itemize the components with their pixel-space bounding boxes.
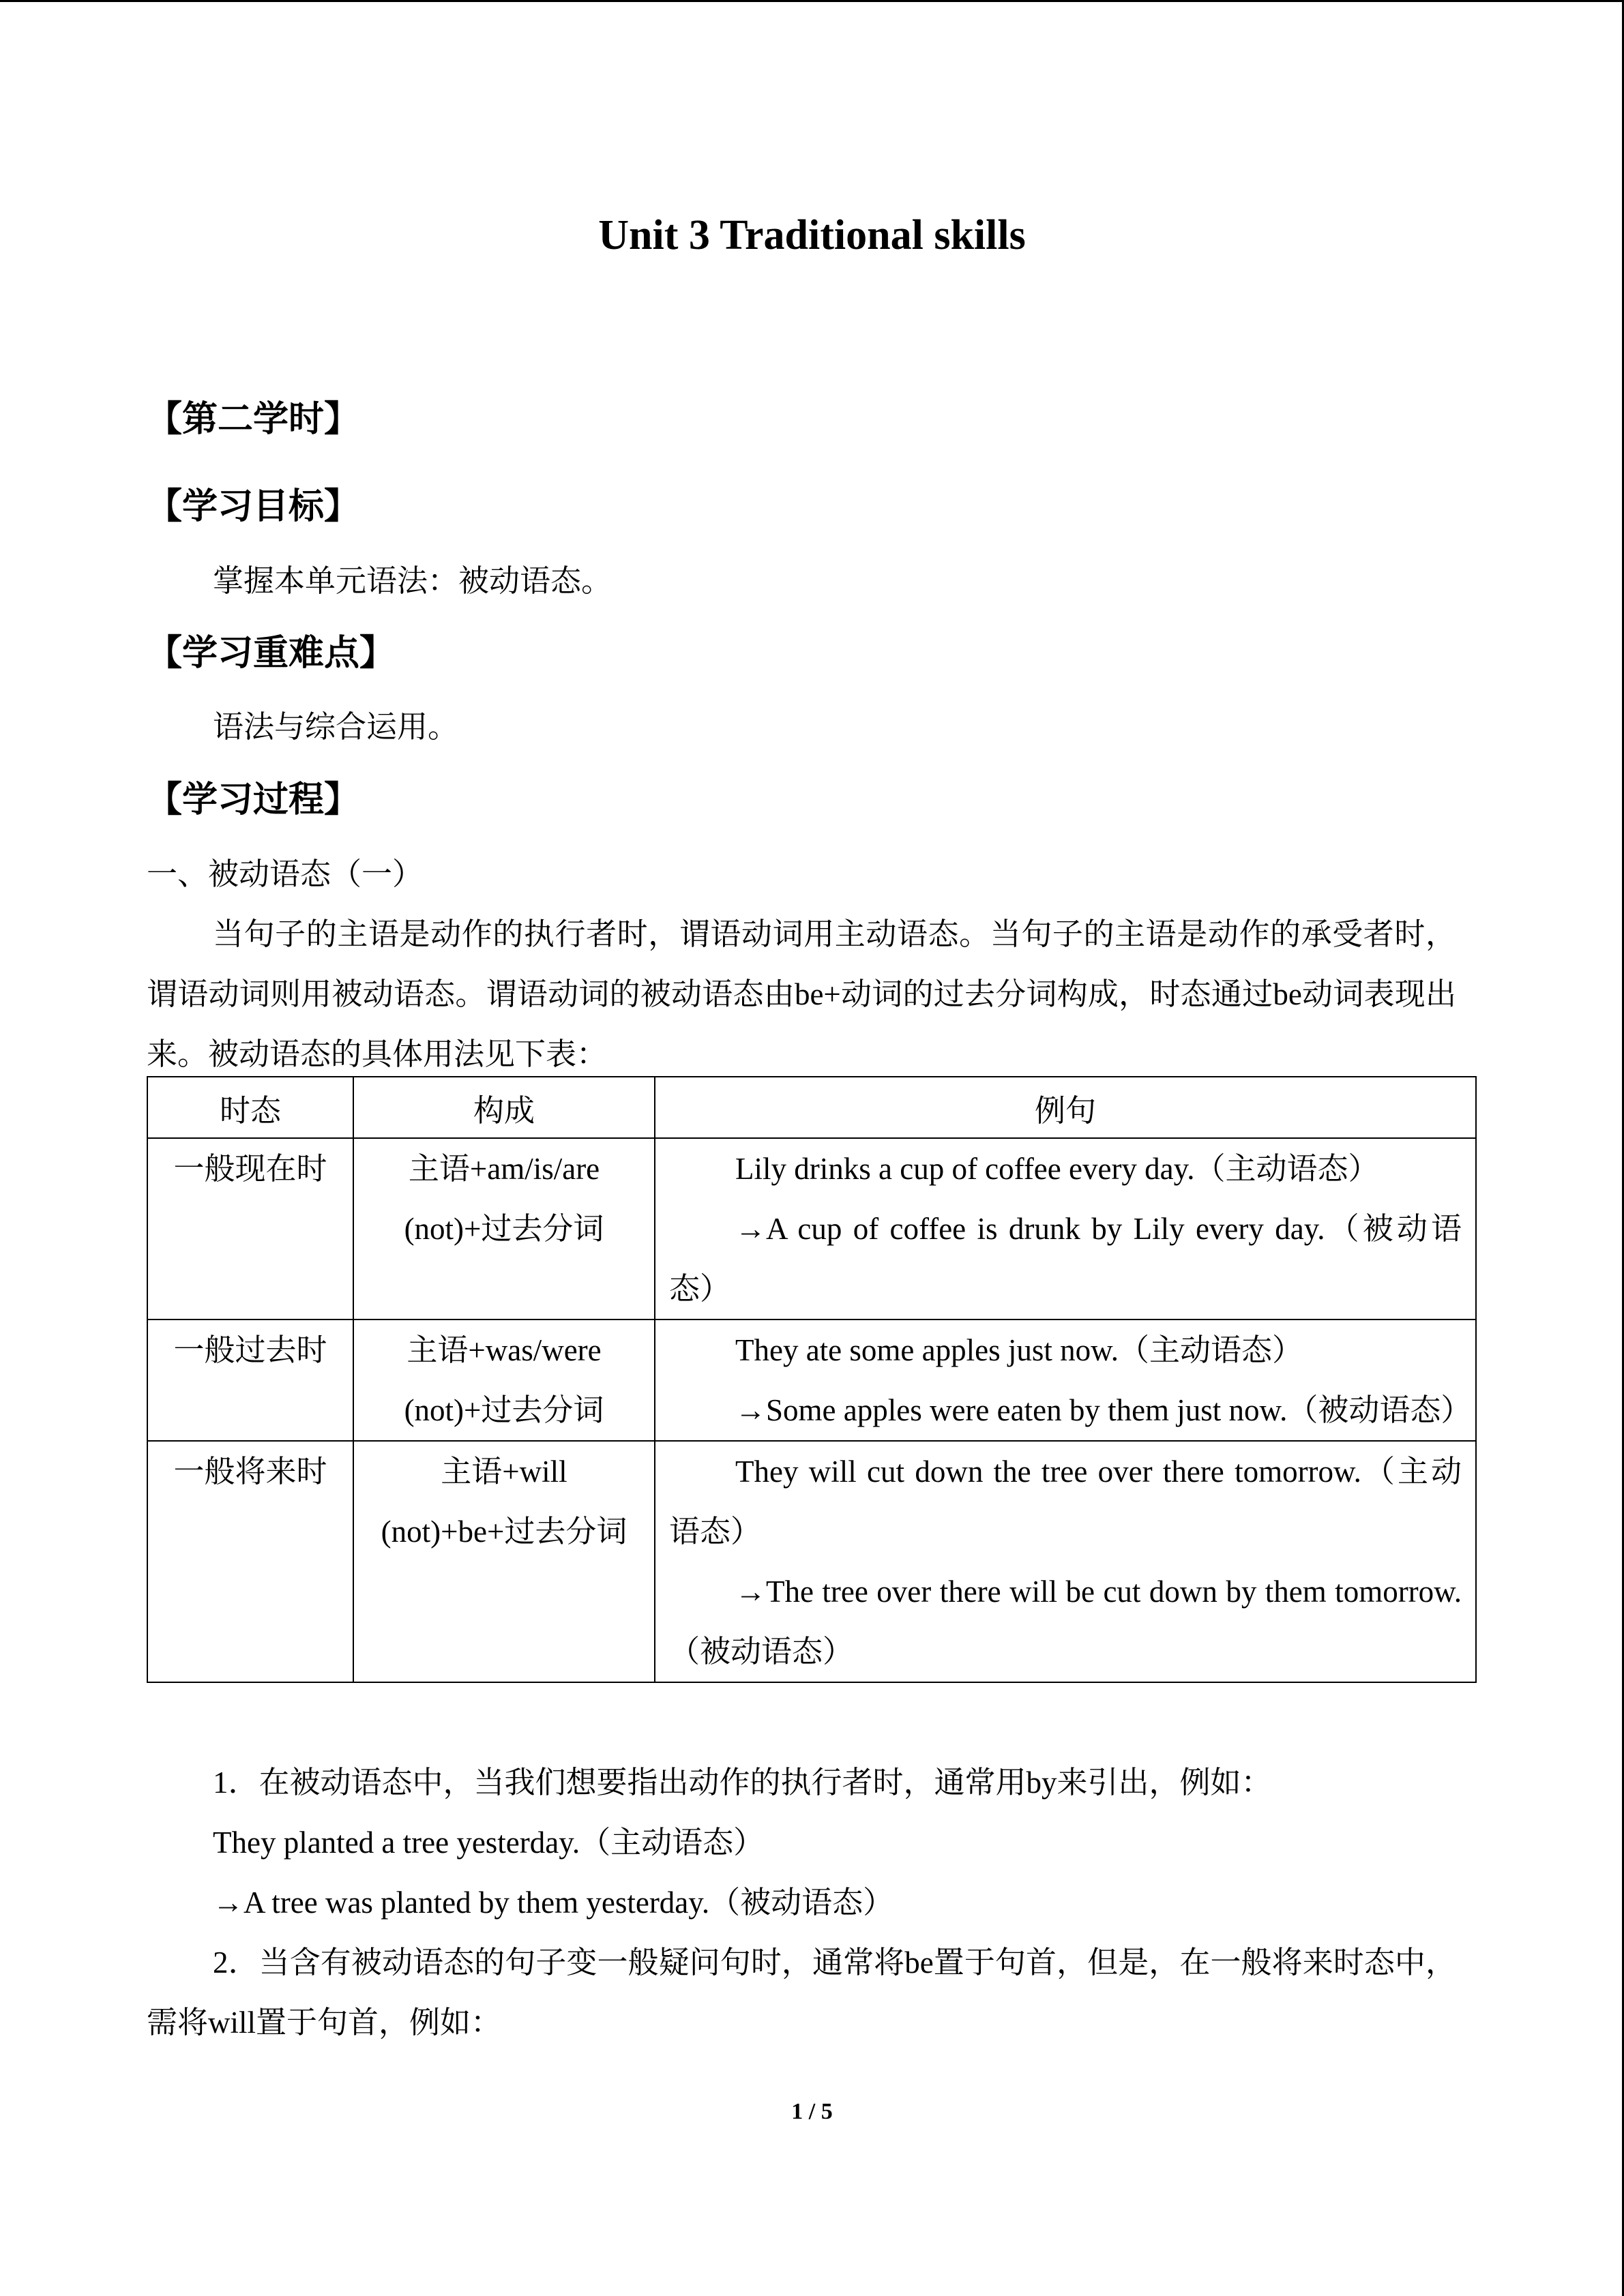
page-number: 1 / 5 xyxy=(791,2099,833,2124)
tense-cell xyxy=(147,1320,353,1441)
example-active: They ate some apples just now.（主动语态） xyxy=(735,1333,1303,1367)
intro-paragraph: 当句子的主语是动作的执行者时，谓语动词用主动语态。当句子的主语是动作的承受者时，谓语动词则用被动语态。谓语动词的被动语态由be+动词的过去分词构成，时态通过be动词表现出来。被动语态的具体用法见下表： xyxy=(147,917,1456,1071)
heading-process: 【学习过程】 xyxy=(147,779,360,820)
tense-cell xyxy=(147,1441,353,1682)
heading-lesson: 【第二学时】 xyxy=(147,399,360,440)
key-points-text: 语法与综合运用。 xyxy=(213,710,459,744)
document-title: Unit 3 Traditional skills xyxy=(598,212,1026,258)
form-line: 主语+will xyxy=(441,1455,567,1489)
table-header-row xyxy=(147,1077,1476,1138)
form-cell xyxy=(353,1320,655,1441)
table-row xyxy=(147,1138,1476,1320)
heading-key-points: 【学习重难点】 xyxy=(147,633,396,674)
note-two: 2．当含有被动语态的句子变一般疑问句时，通常将be置于句首，但是，在一般将来时态中，需将will置于句首，例如： xyxy=(147,1945,1456,2040)
example-passive: →Some apples were eaten by them just now.（被动语态） xyxy=(735,1393,1472,1427)
form-line: 主语+am/is/are xyxy=(408,1152,600,1186)
form-cell xyxy=(353,1138,655,1320)
section-one-title: 一、被动语态（一） xyxy=(147,857,424,891)
table-header-form: 构成 xyxy=(353,1077,655,1138)
example-cell xyxy=(655,1320,1476,1441)
objectives-text: 掌握本单元语法：被动语态。 xyxy=(213,564,612,598)
table-header-example: 例句 xyxy=(655,1077,1476,1138)
note-one: 1．在被动语态中，当我们想要指出动作的执行者时，通常用by来引出，例如： xyxy=(213,1765,1272,1800)
form-line: (not)+be+过去分词 xyxy=(381,1515,628,1549)
table-header-tense: 时态 xyxy=(147,1077,353,1138)
form-line: 主语+was/were xyxy=(407,1333,602,1367)
passive-voice-table xyxy=(147,1076,1477,1683)
table-row xyxy=(147,1441,1476,1682)
table-row xyxy=(147,1320,1476,1441)
example-passive: →The tree over there will be cut down by them tomorrow.（被动语态） xyxy=(669,1575,1462,1669)
form-line: (not)+过去分词 xyxy=(404,1393,604,1427)
tense-cell xyxy=(147,1138,353,1320)
example-cell xyxy=(655,1441,1476,1682)
note-one-example-passive: →A tree was planted by them yesterday.（被动语态） xyxy=(213,1885,894,1920)
example-active: They will cut down the tree over there tomorrow.（主动语态） xyxy=(669,1455,1462,1549)
tense-label: 一般过去时 xyxy=(173,1333,327,1367)
form-cell xyxy=(353,1441,655,1682)
tense-label: 一般将来时 xyxy=(173,1455,327,1489)
example-passive: →A cup of coffee is drunk by Lily every day.（被动语态） xyxy=(669,1212,1462,1306)
tense-label: 一般现在时 xyxy=(173,1152,327,1186)
example-active: Lily drinks a cup of coffee every day.（主动语态） xyxy=(735,1152,1379,1186)
heading-objectives: 【学习目标】 xyxy=(147,486,360,527)
form-line: (not)+过去分词 xyxy=(404,1212,604,1246)
note-one-example-active: They planted a tree yesterday.（主动语态） xyxy=(213,1825,765,1860)
example-cell xyxy=(655,1138,1476,1320)
